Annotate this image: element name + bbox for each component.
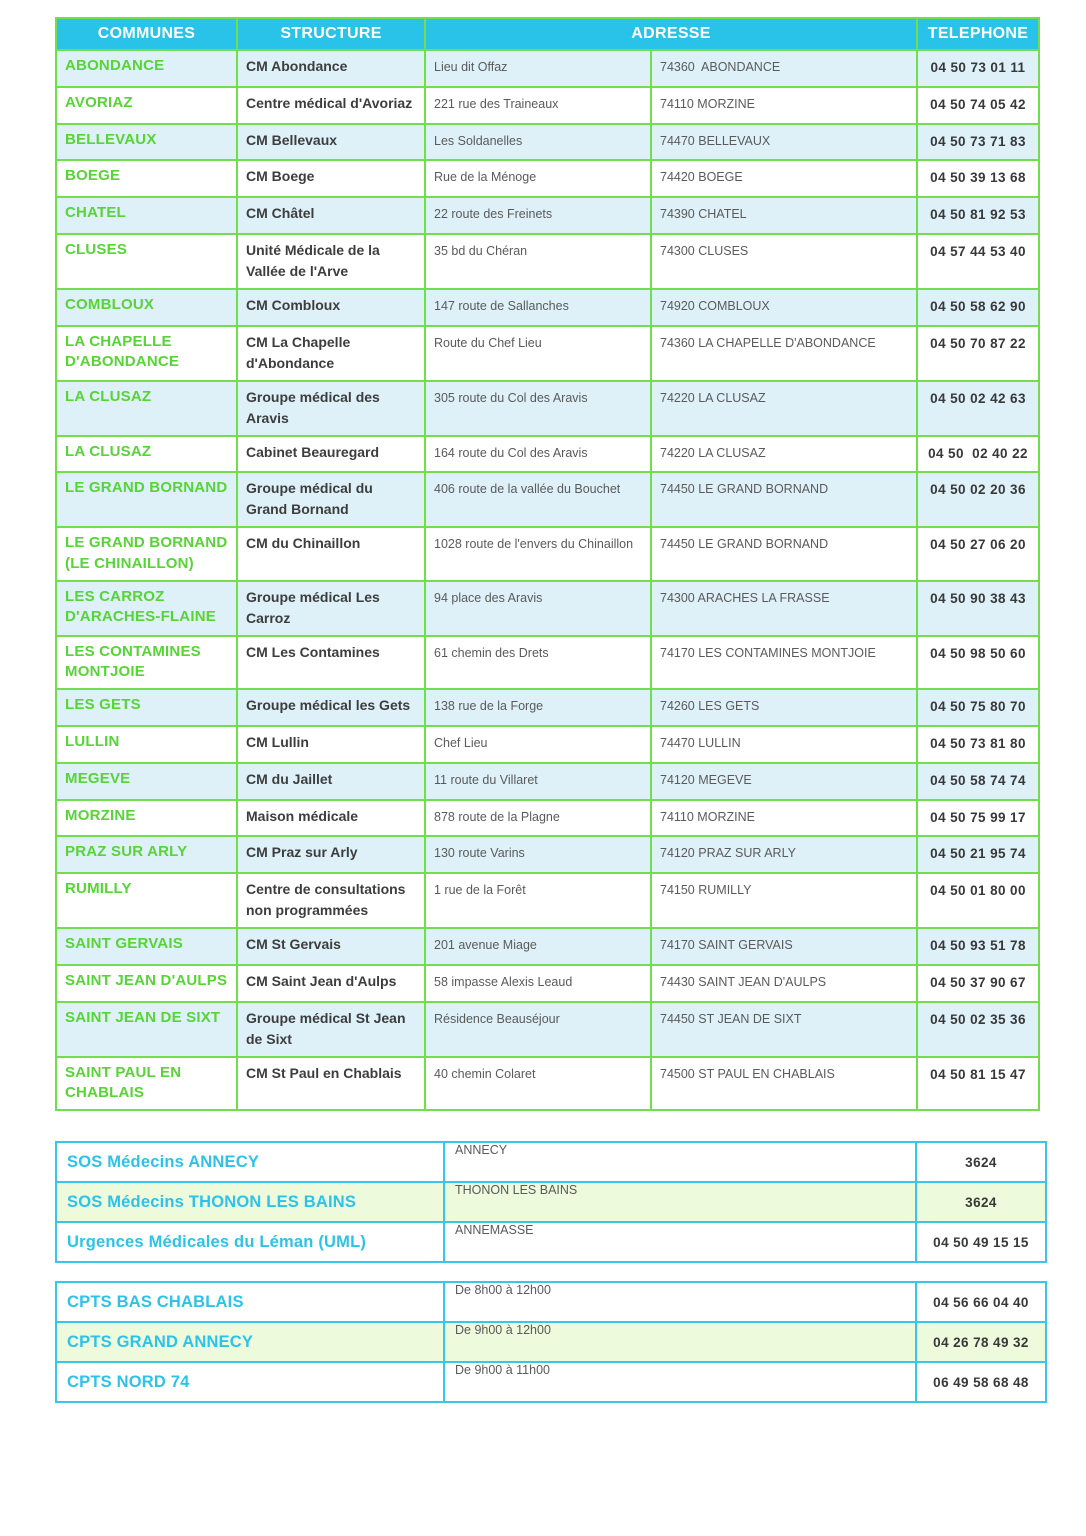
phone-cell: 04 50 39 13 68 <box>917 160 1039 197</box>
structure-cell: CM La Chapelle d'Abondance <box>237 326 425 381</box>
phone-cell: 04 50 73 01 11 <box>917 50 1039 87</box>
city-cell: 74360 LA CHAPELLE D'ABONDANCE <box>651 326 917 381</box>
table-row <box>56 527 1039 581</box>
structure-cell: Groupe médical des Aravis <box>237 381 425 436</box>
column-header-structure: STRUCTURE <box>237 18 425 50</box>
phone-cell: 04 50 58 74 74 <box>917 763 1039 800</box>
city-cell: 74430 SAINT JEAN D'AULPS <box>651 965 917 1002</box>
city-cell: 74110 MORZINE <box>651 800 917 837</box>
street-cell: 1028 route de l'envers du Chinaillon <box>425 527 651 581</box>
table-row <box>56 472 1039 527</box>
street-cell: 406 route de la vallée du Bouchet <box>425 472 651 527</box>
cpts-row <box>56 1282 1046 1322</box>
structure-cell: CM St Paul en Chablais <box>237 1057 425 1111</box>
street-cell: 221 rue des Traineaux <box>425 87 651 124</box>
commune-cell: BELLEVAUX <box>56 124 237 161</box>
commune-cell: LE GRAND BORNAND (LE CHINAILLON) <box>56 527 237 581</box>
cpts-row <box>56 1362 1046 1402</box>
city-cell: 74420 BOEGE <box>651 160 917 197</box>
table-row <box>56 381 1039 436</box>
table-row <box>56 1002 1039 1057</box>
organisation-cell: CPTS NORD 74 <box>56 1362 444 1402</box>
city-cell: 74470 LULLIN <box>651 726 917 763</box>
table-row <box>56 689 1039 726</box>
structure-cell: CM Châtel <box>237 197 425 234</box>
commune-cell: AVORIAZ <box>56 87 237 124</box>
phone-cell: 04 50 27 06 20 <box>917 527 1039 581</box>
table-row <box>56 1057 1039 1111</box>
street-cell: Chef Lieu <box>425 726 651 763</box>
street-cell: 147 route de Sallanches <box>425 289 651 326</box>
table-row <box>56 965 1039 1002</box>
city-cell: 74390 CHATEL <box>651 197 917 234</box>
phone-cell: 04 56 66 04 40 <box>916 1282 1046 1322</box>
commune-cell: SAINT PAUL EN CHABLAIS <box>56 1057 237 1111</box>
structure-cell: Groupe médical Les Carroz <box>237 581 425 636</box>
column-header-adresse: ADRESSE <box>425 18 917 50</box>
table-row <box>56 289 1039 326</box>
cpts-table <box>55 1281 1047 1403</box>
phone-cell: 04 50 21 95 74 <box>917 836 1039 873</box>
street-cell: 305 route du Col des Aravis <box>425 381 651 436</box>
street-cell: 58 impasse Alexis Leaud <box>425 965 651 1002</box>
street-cell: Lieu dit Offaz <box>425 50 651 87</box>
phone-cell: 04 50 73 71 83 <box>917 124 1039 161</box>
column-header-communes: COMMUNES <box>56 18 237 50</box>
structure-cell: Groupe médical les Gets <box>237 689 425 726</box>
city-cell: 74150 RUMILLY <box>651 873 917 928</box>
medical-centers-table-header <box>56 18 1039 50</box>
street-cell: 61 chemin des Drets <box>425 636 651 690</box>
commune-cell: SAINT JEAN D'AULPS <box>56 965 237 1002</box>
commune-cell: RUMILLY <box>56 873 237 928</box>
street-cell: 130 route Varins <box>425 836 651 873</box>
sos-medecins-table <box>55 1141 1047 1263</box>
commune-cell: SAINT JEAN DE SIXT <box>56 1002 237 1057</box>
structure-cell: CM St Gervais <box>237 928 425 965</box>
sos-row <box>56 1182 1046 1222</box>
table-row <box>56 636 1039 690</box>
commune-cell: COMBLOUX <box>56 289 237 326</box>
city-cell: 74470 BELLEVAUX <box>651 124 917 161</box>
city-cell: 74360 ABONDANCE <box>651 50 917 87</box>
phone-cell: 04 50 81 92 53 <box>917 197 1039 234</box>
commune-cell: LA CLUSAZ <box>56 436 237 473</box>
phone-cell: 06 49 58 68 48 <box>916 1362 1046 1402</box>
structure-cell: Maison médicale <box>237 800 425 837</box>
table-row <box>56 436 1039 473</box>
street-cell: 11 route du Villaret <box>425 763 651 800</box>
phone-cell: 04 57 44 53 40 <box>917 234 1039 289</box>
table-row <box>56 234 1039 289</box>
city-cell: 74300 CLUSES <box>651 234 917 289</box>
phone-cell: 04 50 98 50 60 <box>917 636 1039 690</box>
place-cell: THONON LES BAINS <box>444 1182 916 1222</box>
structure-cell: CM du Chinaillon <box>237 527 425 581</box>
hours-cell: De 9h00 à 12h00 <box>444 1322 916 1362</box>
organisation-cell: CPTS GRAND ANNECY <box>56 1322 444 1362</box>
structure-cell: CM Lullin <box>237 726 425 763</box>
organisation-cell: SOS Médecins THONON LES BAINS <box>56 1182 444 1222</box>
structure-cell: CM Praz sur Arly <box>237 836 425 873</box>
phone-cell: 04 50 49 15 15 <box>916 1222 1046 1262</box>
cpts-row <box>56 1322 1046 1362</box>
structure-cell: Cabinet Beauregard <box>237 436 425 473</box>
commune-cell: LA CHAPELLE D'ABONDANCE <box>56 326 237 381</box>
phone-cell: 04 50 75 99 17 <box>917 800 1039 837</box>
place-cell: ANNEMASSE <box>444 1222 916 1262</box>
commune-cell: LES CONTAMINES MONTJOIE <box>56 636 237 690</box>
phone-cell: 04 50 02 20 36 <box>917 472 1039 527</box>
city-cell: 74170 LES CONTAMINES MONTJOIE <box>651 636 917 690</box>
commune-cell: SAINT GERVAIS <box>56 928 237 965</box>
commune-cell: MORZINE <box>56 800 237 837</box>
street-cell: 878 route de la Plagne <box>425 800 651 837</box>
structure-cell: Groupe médical St Jean de Sixt <box>237 1002 425 1057</box>
structure-cell: Centre de consultations non programmées <box>237 873 425 928</box>
table-row <box>56 873 1039 928</box>
city-cell: 74450 ST JEAN DE SIXT <box>651 1002 917 1057</box>
table-row <box>56 836 1039 873</box>
street-cell: Résidence Beauséjour <box>425 1002 651 1057</box>
commune-cell: LES GETS <box>56 689 237 726</box>
organisation-cell: SOS Médecins ANNECY <box>56 1142 444 1182</box>
structure-cell: CM Combloux <box>237 289 425 326</box>
table-row <box>56 763 1039 800</box>
commune-cell: CHATEL <box>56 197 237 234</box>
city-cell: 74120 PRAZ SUR ARLY <box>651 836 917 873</box>
structure-cell: Centre médical d'Avoriaz <box>237 87 425 124</box>
table-row <box>56 160 1039 197</box>
phone-cell: 04 50 90 38 43 <box>917 581 1039 636</box>
phone-cell: 04 26 78 49 32 <box>916 1322 1046 1362</box>
phone-cell: 04 50 93 51 78 <box>917 928 1039 965</box>
organisation-cell: Urgences Médicales du Léman (UML) <box>56 1222 444 1262</box>
phone-cell: 3624 <box>916 1142 1046 1182</box>
column-header-telephone: TELEPHONE <box>917 18 1039 50</box>
hours-cell: De 8h00 à 12h00 <box>444 1282 916 1322</box>
commune-cell: MEGEVE <box>56 763 237 800</box>
street-cell: Rue de la Ménoge <box>425 160 651 197</box>
street-cell: 94 place des Aravis <box>425 581 651 636</box>
city-cell: 74120 MEGEVE <box>651 763 917 800</box>
structure-cell: CM Abondance <box>237 50 425 87</box>
phone-cell: 04 50 02 40 22 <box>917 436 1039 473</box>
phone-cell: 04 50 37 90 67 <box>917 965 1039 1002</box>
commune-cell: BOEGE <box>56 160 237 197</box>
table-row <box>56 726 1039 763</box>
table-row <box>56 928 1039 965</box>
street-cell: Les Soldanelles <box>425 124 651 161</box>
phone-cell: 3624 <box>916 1182 1046 1222</box>
header-row <box>56 18 1039 50</box>
phone-cell: 04 50 58 62 90 <box>917 289 1039 326</box>
street-cell: 1 rue de la Forêt <box>425 873 651 928</box>
table-row <box>56 326 1039 381</box>
street-cell: 40 chemin Colaret <box>425 1057 651 1111</box>
commune-cell: LULLIN <box>56 726 237 763</box>
phone-cell: 04 50 73 81 80 <box>917 726 1039 763</box>
commune-cell: PRAZ SUR ARLY <box>56 836 237 873</box>
street-cell: 35 bd du Chéran <box>425 234 651 289</box>
city-cell: 74450 LE GRAND BORNAND <box>651 527 917 581</box>
commune-cell: LA CLUSAZ <box>56 381 237 436</box>
city-cell: 74300 ARACHES LA FRASSE <box>651 581 917 636</box>
structure-cell: CM Saint Jean d'Aulps <box>237 965 425 1002</box>
structure-cell: Groupe médical du Grand Bornand <box>237 472 425 527</box>
commune-cell: LE GRAND BORNAND <box>56 472 237 527</box>
phone-cell: 04 50 70 87 22 <box>917 326 1039 381</box>
city-cell: 74500 ST PAUL EN CHABLAIS <box>651 1057 917 1111</box>
structure-cell: CM Bellevaux <box>237 124 425 161</box>
sos-row <box>56 1142 1046 1182</box>
street-cell: 22 route des Freinets <box>425 197 651 234</box>
table-row <box>56 800 1039 837</box>
structure-cell: Unité Médicale de la Vallée de l'Arve <box>237 234 425 289</box>
place-cell: ANNECY <box>444 1142 916 1182</box>
street-cell: 138 rue de la Forge <box>425 689 651 726</box>
table-row <box>56 581 1039 636</box>
structure-cell: CM Les Contamines <box>237 636 425 690</box>
organisation-cell: CPTS BAS CHABLAIS <box>56 1282 444 1322</box>
phone-cell: 04 50 81 15 47 <box>917 1057 1039 1111</box>
street-cell: Route du Chef Lieu <box>425 326 651 381</box>
phone-cell: 04 50 74 05 42 <box>917 87 1039 124</box>
hours-cell: De 9h00 à 11h00 <box>444 1362 916 1402</box>
table-row <box>56 87 1039 124</box>
city-cell: 74450 LE GRAND BORNAND <box>651 472 917 527</box>
commune-cell: CLUSES <box>56 234 237 289</box>
city-cell: 74220 LA CLUSAZ <box>651 436 917 473</box>
phone-cell: 04 50 01 80 00 <box>917 873 1039 928</box>
sos-row <box>56 1222 1046 1262</box>
city-cell: 74170 SAINT GERVAIS <box>651 928 917 965</box>
commune-cell: ABONDANCE <box>56 50 237 87</box>
phone-cell: 04 50 75 80 70 <box>917 689 1039 726</box>
city-cell: 74110 MORZINE <box>651 87 917 124</box>
street-cell: 201 avenue Miage <box>425 928 651 965</box>
structure-cell: CM du Jaillet <box>237 763 425 800</box>
phone-cell: 04 50 02 35 36 <box>917 1002 1039 1057</box>
structure-cell: CM Boege <box>237 160 425 197</box>
medical-centers-table <box>55 17 1040 1111</box>
city-cell: 74220 LA CLUSAZ <box>651 381 917 436</box>
city-cell: 74920 COMBLOUX <box>651 289 917 326</box>
table-row <box>56 50 1039 87</box>
commune-cell: LES CARROZ D'ARACHES-FLAINE <box>56 581 237 636</box>
table-row <box>56 124 1039 161</box>
street-cell: 164 route du Col des Aravis <box>425 436 651 473</box>
city-cell: 74260 LES GETS <box>651 689 917 726</box>
table-row <box>56 197 1039 234</box>
phone-cell: 04 50 02 42 63 <box>917 381 1039 436</box>
